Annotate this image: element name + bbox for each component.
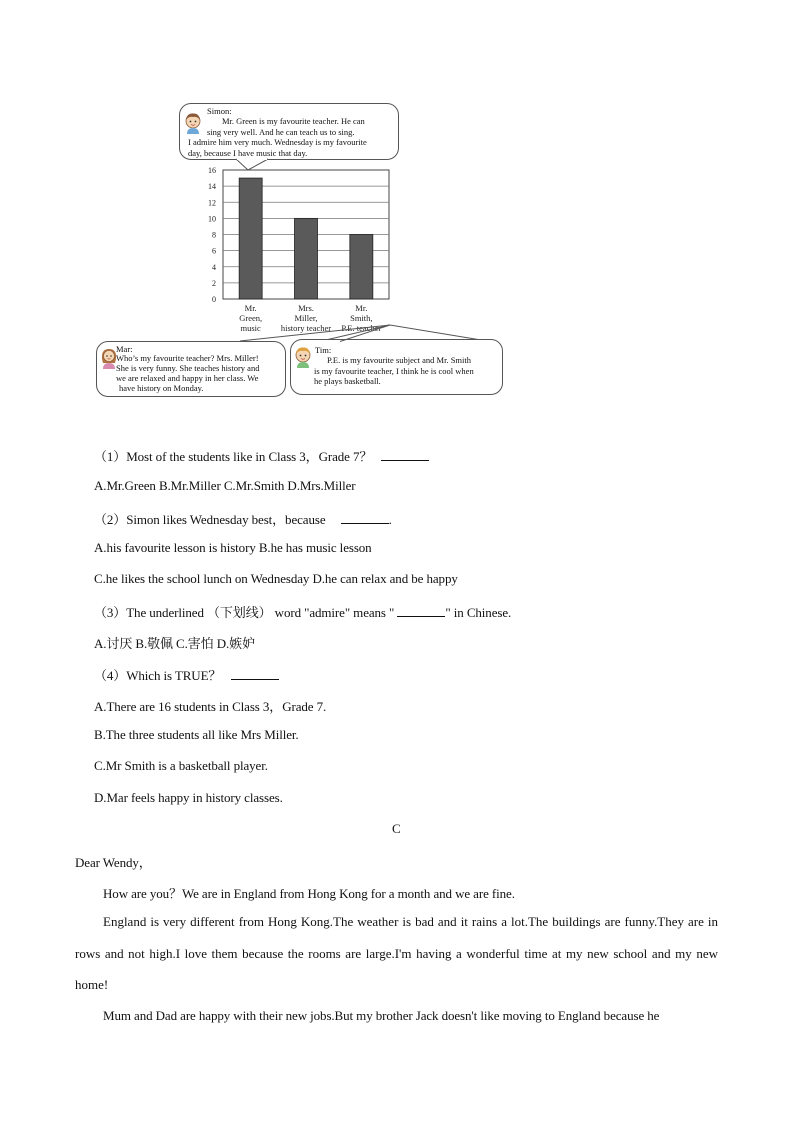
question-4 (94, 665, 279, 684)
question-3-text-after: " in Chinese. (445, 605, 512, 620)
simon-line-1: Mr. Green is my favourite teacher. He can (222, 116, 365, 126)
mar-line-1: Who’s my favourite teacher? Mrs. Miller! (116, 353, 259, 363)
question-3-options: A.讨厌 B.敬佩 C.害怕 D.嫉妒 (94, 636, 255, 651)
y-tick-label: 10 (208, 214, 216, 224)
question-2-period: . (388, 512, 392, 527)
question-4-option-b: B.The three students all like Mrs Miller. (94, 727, 299, 742)
tim-speaker-label: Tim: (315, 345, 332, 355)
tim-speech-bubble (290, 339, 503, 395)
question-1 (94, 446, 429, 465)
question-4-option-d: D.Mar feels happy in history classes. (94, 790, 283, 805)
question-2-options-cd: C.he likes the school lunch on Wednesday D.he can relax and be happy (94, 571, 458, 586)
question-2-text: （2）Simon likes Wednesday best，because (94, 512, 326, 527)
lower-bubble-tails (230, 323, 520, 345)
y-tick-label: 0 (212, 295, 216, 304)
section-c-label: C (392, 821, 401, 836)
question-1-options: A.Mr.Green B.Mr.Miller C.Mr.Smith D.Mrs.Miller (94, 478, 356, 493)
question-2 (94, 509, 392, 528)
y-tick-label: 12 (208, 198, 216, 208)
question-1-text: （1）Most of the students like in Class 3，Grade 7？ (94, 449, 373, 464)
simon-speaker-label: Simon: (207, 106, 232, 116)
mar-line-4: have history on Monday. (119, 383, 204, 393)
letter-paragraph-2 (75, 906, 718, 1001)
question-3 (94, 602, 511, 621)
y-tick-label: 2 (212, 278, 216, 288)
question-3-answer-blank[interactable] (397, 604, 445, 617)
x-tick-label: Mr. Green, music (239, 303, 263, 333)
question-4-text: （4）Which is TRUE？ (94, 668, 222, 683)
question-4-answer-blank[interactable] (231, 667, 279, 680)
girl-avatar-icon (101, 347, 117, 369)
bar-3 (350, 235, 373, 300)
question-4-option-c: C.Mr Smith is a basketball player. (94, 758, 268, 773)
tim-line-2: is my favourite teacher, I think he is cool when (314, 365, 474, 376)
y-tick-label: 16 (208, 166, 216, 175)
letter-paragraph-3: Mum and Dad are happy with their new jobs.But my brother Jack doesn't like moving to England because he (103, 1008, 660, 1023)
simon-line-4: day, because I have music that day. (188, 147, 308, 158)
bar-1 (239, 178, 262, 299)
letter-greeting: Dear Wendy， (75, 855, 152, 870)
bar-2 (295, 218, 318, 299)
mar-line-3: we are relaxed and happy in her class. We (116, 373, 259, 383)
bar-chart (190, 162, 400, 342)
y-tick-label: 4 (212, 262, 216, 272)
mar-speech-bubble (96, 341, 286, 397)
tim-line-1: P.E. is my favourite subject and Mr. Smith (327, 355, 472, 365)
mar-line-2: She is very funny. She teaches history and (116, 363, 260, 373)
question-4-option-a: A.There are 16 students in Class 3，Grade 7. (94, 699, 327, 714)
question-3-text-before: （3）The underlined （下划线） word "admire" means " (94, 605, 398, 620)
letter-paragraph-2-text: England is very different from Hong Kong.The weather is bad and it rains a lot.The buildings are funny.They are in rows and not high.I love them because the rooms are large.I'm having a wonderful time at my new school and my new home! (75, 914, 718, 992)
question-2-answer-blank[interactable] (341, 511, 389, 524)
tim-line-3: he plays basketball. (314, 376, 381, 386)
y-tick-label: 14 (208, 182, 216, 192)
question-1-answer-blank[interactable] (381, 448, 429, 461)
simon-line-2: sing very well. And he can teach us to sing. (207, 126, 355, 137)
question-2-options-ab: A.his favourite lesson is history B.he has music lesson (94, 540, 372, 555)
letter-paragraph-1: How are you？We are in England from Hong Kong for a month and we are fine. (103, 886, 515, 901)
boy-avatar-icon (294, 346, 312, 368)
y-tick-label: 6 (212, 246, 216, 256)
x-tick-label: Mr. Smith, P.E. teacher (341, 303, 382, 333)
mar-speaker-label: Mar: (116, 344, 133, 354)
x-tick-label: Mrs. Miller, history teacher (280, 303, 332, 333)
y-tick-label: 8 (212, 230, 216, 240)
simon-speech-bubble (179, 103, 399, 160)
boy-avatar-icon (184, 112, 202, 134)
simon-line-3: I admire him very much. Wednesday is my favourite (188, 137, 367, 147)
